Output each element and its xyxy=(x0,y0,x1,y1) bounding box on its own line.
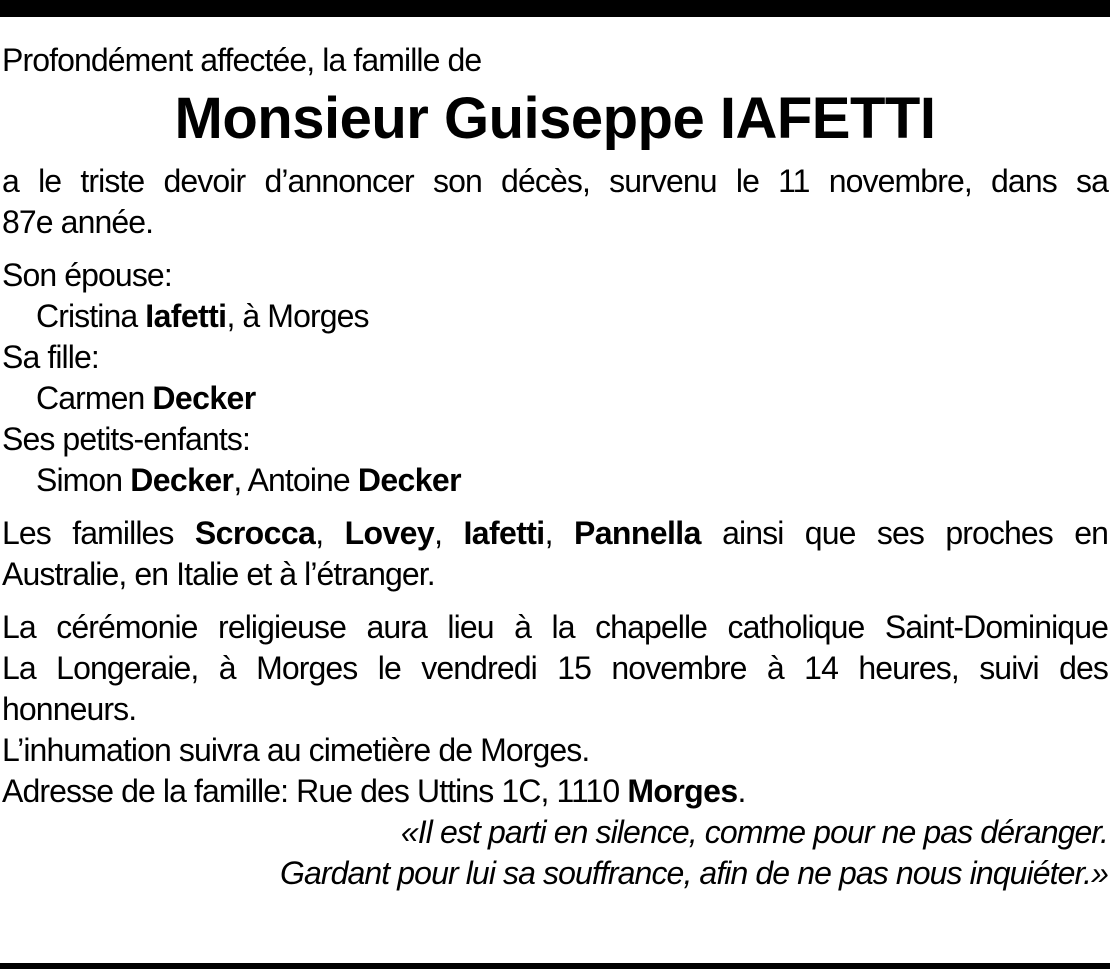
grandchild-2-last-name: Decker xyxy=(357,462,461,498)
grandchildren-label: Ses petits-enfants: xyxy=(2,421,250,457)
spouse-last-name: Iafetti xyxy=(145,298,227,334)
grandchild-separator: , xyxy=(233,462,248,498)
quote-line-2: Gardant pour lui sa souffrance, afin de ne pas nous inquiéter.» xyxy=(279,855,1108,891)
quote-line-1: «Il est parti en silence, comme pour ne pas déranger. xyxy=(400,814,1108,850)
spouse-first-name: Cristina xyxy=(36,298,138,334)
grandchild-2-first-name: Antoine xyxy=(247,462,350,498)
address-text: Adresse de la famille: Rue des Uttins 1C, 1110 xyxy=(2,773,620,809)
spouse-label: Son épouse: xyxy=(2,257,172,293)
spouse-entry xyxy=(2,296,1108,337)
notice-body xyxy=(2,40,1108,894)
family-name: Pannella xyxy=(573,515,701,551)
deceased-name: Monsieur Guiseppe IAFETTI xyxy=(174,86,936,151)
announcement-line-2: 87e année. xyxy=(2,204,154,240)
announcement-line-1: a le triste devoir d’annoncer son décès, survenu le 11 novembre, dans sa xyxy=(2,163,1108,199)
daughter-last-name: Decker xyxy=(152,380,256,416)
ceremony-line-3: honneurs. xyxy=(2,691,137,727)
bottom-rule xyxy=(0,963,1110,969)
top-rule xyxy=(0,0,1110,17)
family-address xyxy=(2,771,1108,812)
family-name: Iafetti xyxy=(463,515,545,551)
address-city: Morges xyxy=(627,773,738,809)
family-name: Lovey xyxy=(344,515,435,551)
daughter-label: Sa fille: xyxy=(2,339,99,375)
burial-text: L’inhumation suivra au cimetière de Morges. xyxy=(2,732,590,768)
intro-text: Profondément affectée, la famille de xyxy=(2,42,482,78)
address-end: . xyxy=(737,773,746,809)
grandchild-1-last-name: Decker xyxy=(130,462,234,498)
grandchild-1-first-name: Simon xyxy=(36,462,123,498)
families-line-2: Australie, en Italie et à l’étranger. xyxy=(2,556,435,592)
daughter-first-name: Carmen xyxy=(36,380,145,416)
families-prefix: Les familles xyxy=(2,515,174,551)
spouse-place: , à Morges xyxy=(226,298,369,334)
families-line-1: Les familles Scrocca, Lovey, Iafetti, Pannella ainsi que ses proches en xyxy=(2,515,1109,551)
ceremony-line-1: La cérémonie religieuse aura lieu à la chapelle catholique Saint-Dominique xyxy=(2,609,1108,645)
grandchildren-entry xyxy=(2,460,1108,501)
families-suffix: ainsi que ses proches en xyxy=(722,515,1109,551)
daughter-entry xyxy=(2,378,1108,419)
family-name: Scrocca xyxy=(194,515,316,551)
ceremony-line-2: La Longeraie, à Morges le vendredi 15 novembre à 14 heures, suivi des xyxy=(2,650,1108,686)
